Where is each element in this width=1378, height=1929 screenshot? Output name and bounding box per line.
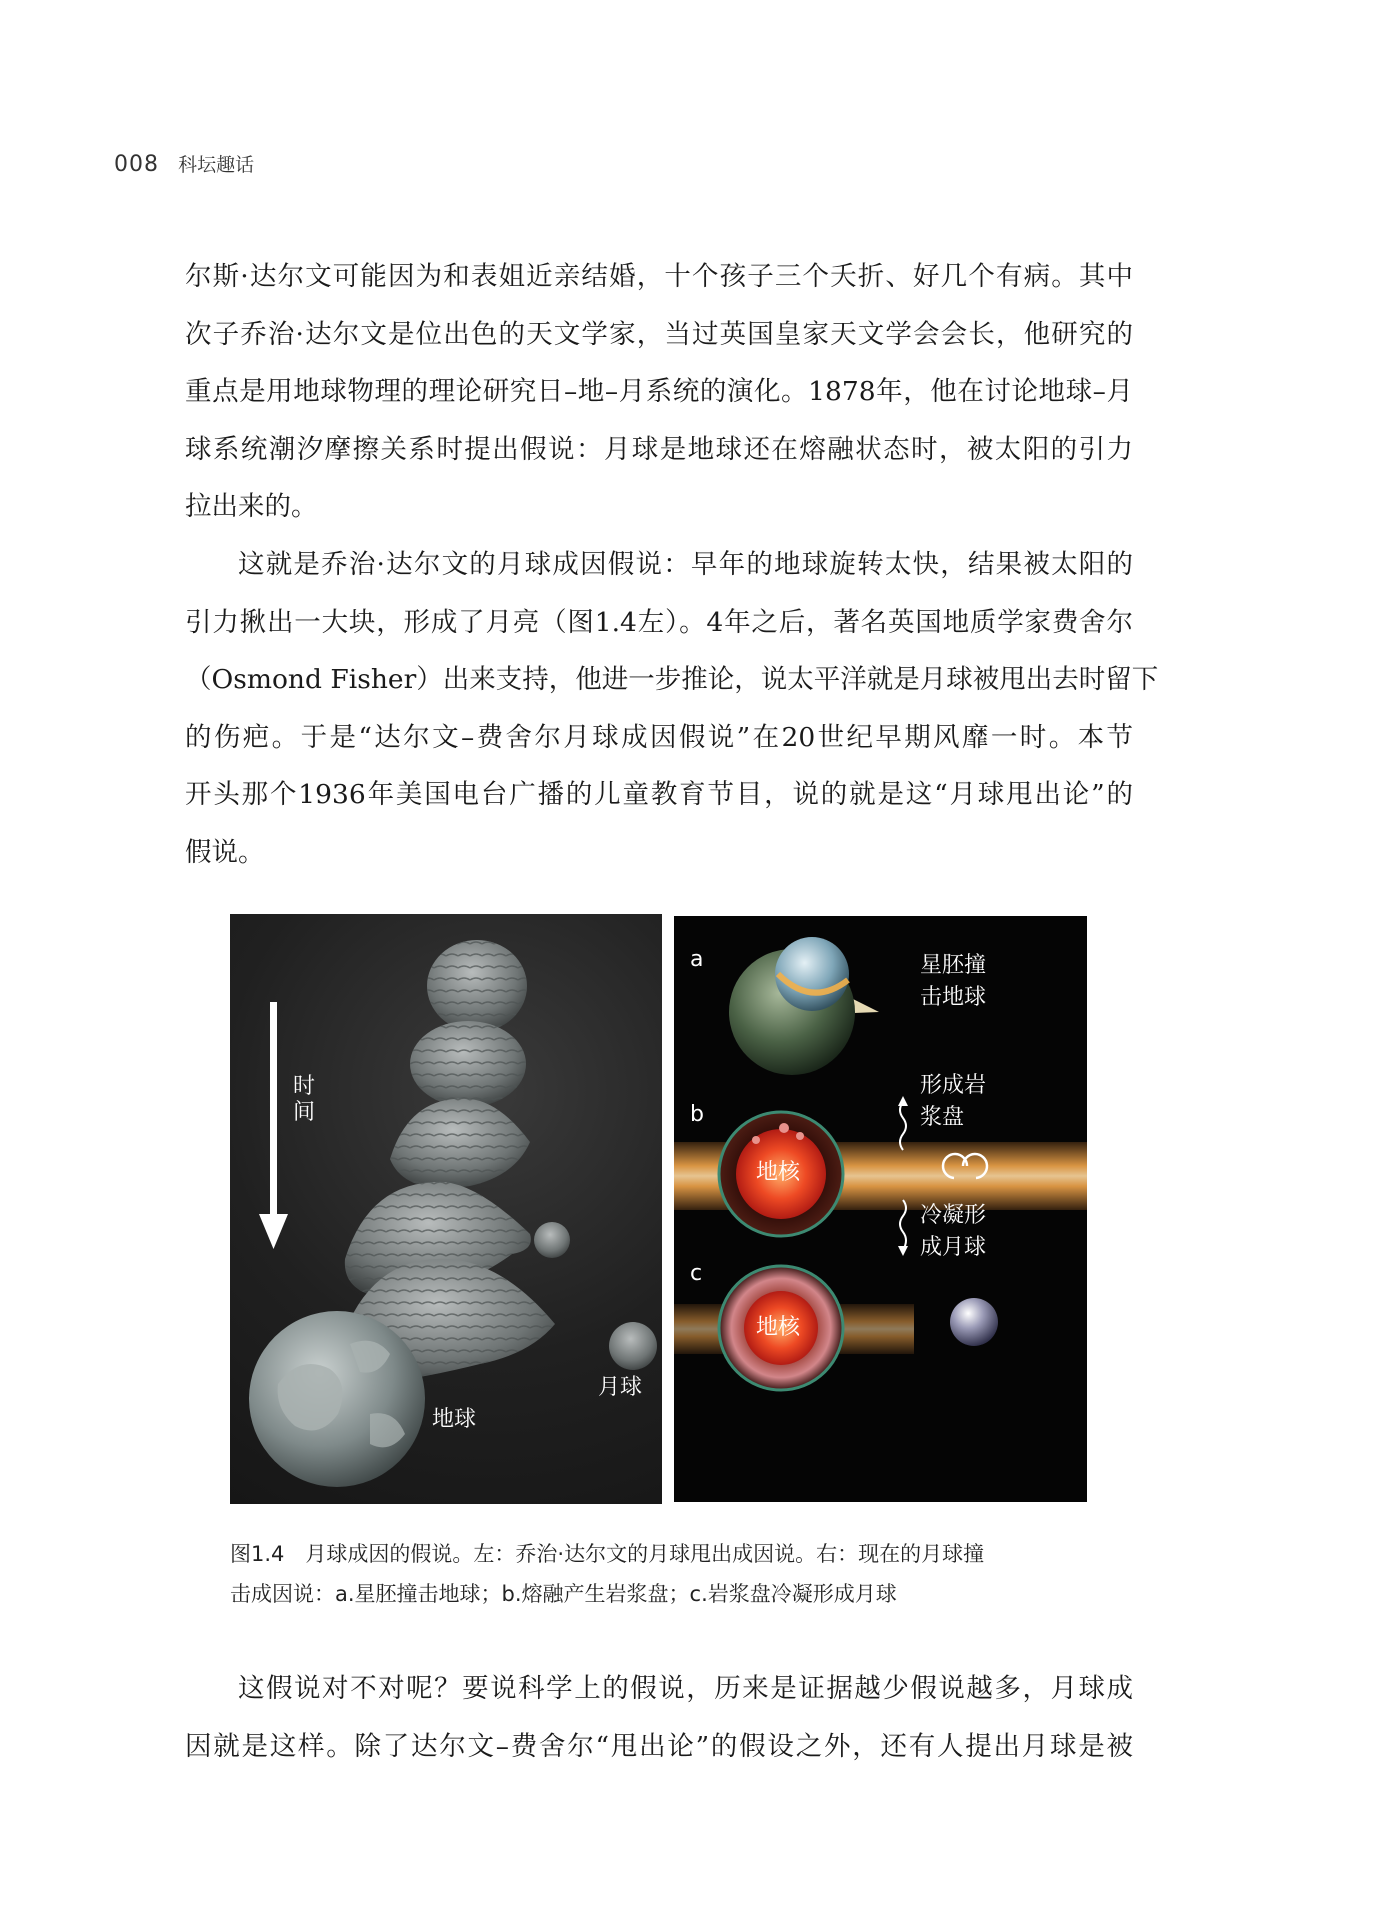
caption-line: 击成因说：a.星胚撞击地球；b.熔融产生岩浆盘；c.岩浆盘冷凝形成月球 — [230, 1582, 897, 1606]
panel-b-letter: b — [690, 1102, 704, 1127]
text-line: 引力揪出一大块，形成了月亮（图1.4左）。4年之后，著名英国地质学家费舍尔 — [185, 606, 1133, 638]
figure-1-4 — [230, 914, 1087, 1504]
panel-c-letter: c — [690, 1261, 703, 1286]
text-line: 拉出来的。 — [185, 491, 318, 523]
caption-line: 图1.4 月球成因的假说。左：乔治·达尔文的月球甩出成因说。右：现在的月球撞 — [230, 1542, 985, 1566]
impactor-theia — [775, 937, 849, 1011]
panel-b-core-label: 地核 — [756, 1160, 801, 1185]
text-line: 尔斯·达尔文可能因为和表姐近亲结婚，十个孩子三个夭折、好几个有病。其中 — [185, 261, 1133, 292]
text-line: 重点是用地球物理的理论研究日–地–月系统的演化。1878年，他在讨论地球–月 — [185, 376, 1133, 408]
text-line: 这就是乔治·达尔文的月球成因假说：早年的地球旋转太快，结果被太阳的 — [238, 548, 1133, 580]
text-line: 次子乔治·达尔文是位出色的天文学家，当过英国皇家天文学会会长，他研究的 — [185, 318, 1133, 350]
body-text-top — [185, 248, 1159, 882]
moon-label: 月球 — [598, 1375, 643, 1400]
text-line: 因就是这样。除了达尔文–费舍尔“甩出论”的假设之外，还有人提出月球是被 — [185, 1730, 1133, 1762]
text-line: 的伤疤。于是“达尔文–费舍尔月球成因假说”在20世纪早期风靡一时。本节 — [185, 721, 1133, 753]
running-title: 科坛趣话 — [178, 154, 255, 176]
moon — [950, 1298, 998, 1346]
panel-b-top-label: 形成岩浆盘 — [920, 1073, 987, 1130]
time-arrow-icon — [259, 1002, 288, 1249]
panel-b-bottom-label: 冷凝形成月球 — [920, 1203, 987, 1260]
impact-illustration — [674, 916, 1087, 1502]
moon — [609, 1322, 657, 1370]
running-header — [114, 150, 254, 177]
text-line: （Osmond Fisher）出来支持，他进一步推论，说太平洋就是月球被甩出去时留下 — [185, 664, 1159, 696]
panel-a-label: 星胚撞击地球 — [920, 953, 987, 1010]
text-line: 这假说对不对呢？要说科学上的假说，历来是证据越少假说越多，月球成 — [238, 1673, 1133, 1704]
panel-c-core-label: 地核 — [756, 1315, 801, 1340]
panel-a-letter: a — [690, 947, 704, 972]
moon-fragment — [534, 1222, 570, 1258]
time-label: 时间 — [293, 1074, 316, 1125]
text-line: 假说。 — [185, 836, 265, 868]
figure-right-panel — [674, 916, 1087, 1502]
figure-caption — [230, 1534, 1110, 1614]
body-text-bottom — [185, 1660, 1133, 1775]
text-line: 开头那个1936年美国电台广播的儿童教育节目，说的就是这“月球甩出论”的 — [185, 779, 1133, 811]
figure-left-panel — [230, 914, 662, 1504]
text-line: 球系统潮汐摩擦关系时提出假说：月球是地球还在熔融状态时，被太阳的引力 — [185, 433, 1133, 465]
page-number: 008 — [114, 152, 159, 177]
earth-label: 地球 — [432, 1407, 477, 1432]
wavy-arrow-icon — [898, 1096, 908, 1150]
